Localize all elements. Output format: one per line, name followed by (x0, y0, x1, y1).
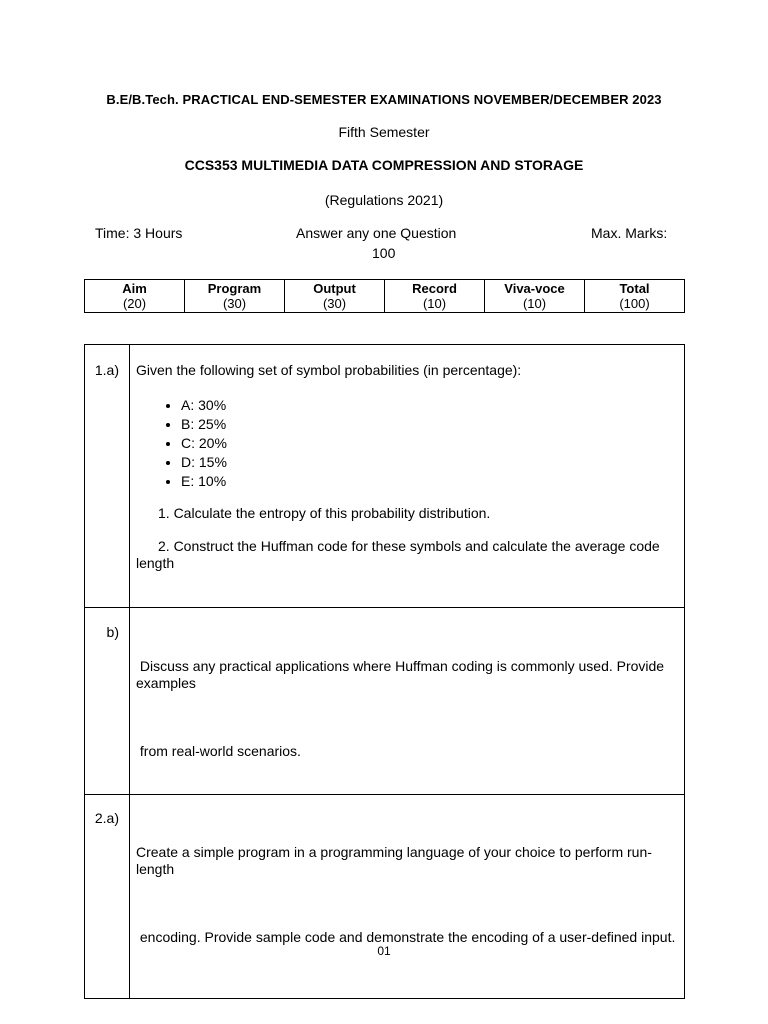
marks-value: (30) (322, 296, 347, 311)
marks-name: Output (313, 281, 356, 296)
marks-value: (20) (122, 296, 147, 311)
marks-name: Viva-voce (504, 281, 565, 296)
exam-duration: Time: 3 Hours (95, 225, 183, 241)
marks-value: (100) (619, 296, 650, 311)
task-entropy: 1. Calculate the entropy of this probability distribution. (158, 505, 491, 521)
symbol-item: • C: 20% (181, 434, 676, 453)
question-text-cell (130, 345, 685, 608)
max-marks-value: 100 (372, 245, 396, 261)
exam-instruction: Answer any one Question (296, 225, 457, 241)
question-text-continued: from real-world scenarios. (136, 743, 301, 759)
symbol-item: • B: 25% (181, 415, 676, 434)
marks-cell-viva-voce (485, 280, 585, 313)
question-intro: Given the following set of symbol probabilities (in percentage): (136, 362, 522, 378)
marks-cell-aim (85, 280, 185, 313)
marks-name: Total (619, 281, 650, 296)
marks-cell-record (385, 280, 485, 313)
question-number: b) (106, 624, 119, 640)
question-text-cell (130, 608, 685, 795)
max-marks-label: Max. Marks: (591, 225, 668, 241)
questions-table (84, 344, 685, 999)
page-number: 01 (377, 944, 391, 958)
symbol-item: • A: 30% (181, 396, 676, 415)
course-title: CCS353 MULTIMEDIA DATA COMPRESSION AND STORAGE (184, 157, 584, 173)
question-number: 1.a) (94, 362, 119, 378)
marks-table (84, 279, 685, 313)
task-huffman: 2. Construct the Huffman code for these symbols and calculate the average code length (136, 538, 660, 571)
symbol-list (136, 396, 676, 491)
marks-cell-program (185, 280, 285, 313)
marks-cell-total (585, 280, 685, 313)
question-row-1b (85, 608, 685, 795)
question-row-2a (85, 795, 685, 999)
marks-name: Program (207, 281, 262, 296)
marks-name: Aim (122, 281, 147, 296)
question-row-1a (85, 345, 685, 608)
marks-name: Record (412, 281, 457, 296)
question-text: Discuss any practical applications where Huffman coding is commonly used. Provide examples (136, 658, 668, 691)
question-number-cell (85, 345, 130, 608)
question-text-cell (130, 795, 685, 999)
marks-value: (10) (422, 296, 447, 311)
question-number-cell (85, 608, 130, 795)
symbol-item: • E: 10% (181, 472, 676, 491)
marks-row (85, 280, 685, 313)
question-text-continued: encoding. Provide sample code and demonstrate the encoding of a user-defined input. (136, 929, 676, 945)
question-text: Create a simple program in a programming language of your choice to perform run-length (136, 844, 652, 877)
marks-cell-output (285, 280, 385, 313)
symbol-item: • D: 15% (181, 453, 676, 472)
marks-value: (10) (522, 296, 547, 311)
semester: Fifth Semester (338, 124, 430, 140)
marks-value: (30) (222, 296, 247, 311)
question-number-cell (85, 795, 130, 999)
exam-title: B.E/B.Tech. PRACTICAL END-SEMESTER EXAMINATIONS NOVEMBER/DECEMBER 2023 (106, 92, 662, 107)
regulations: (Regulations 2021) (324, 192, 444, 208)
question-number: 2.a) (94, 810, 119, 826)
